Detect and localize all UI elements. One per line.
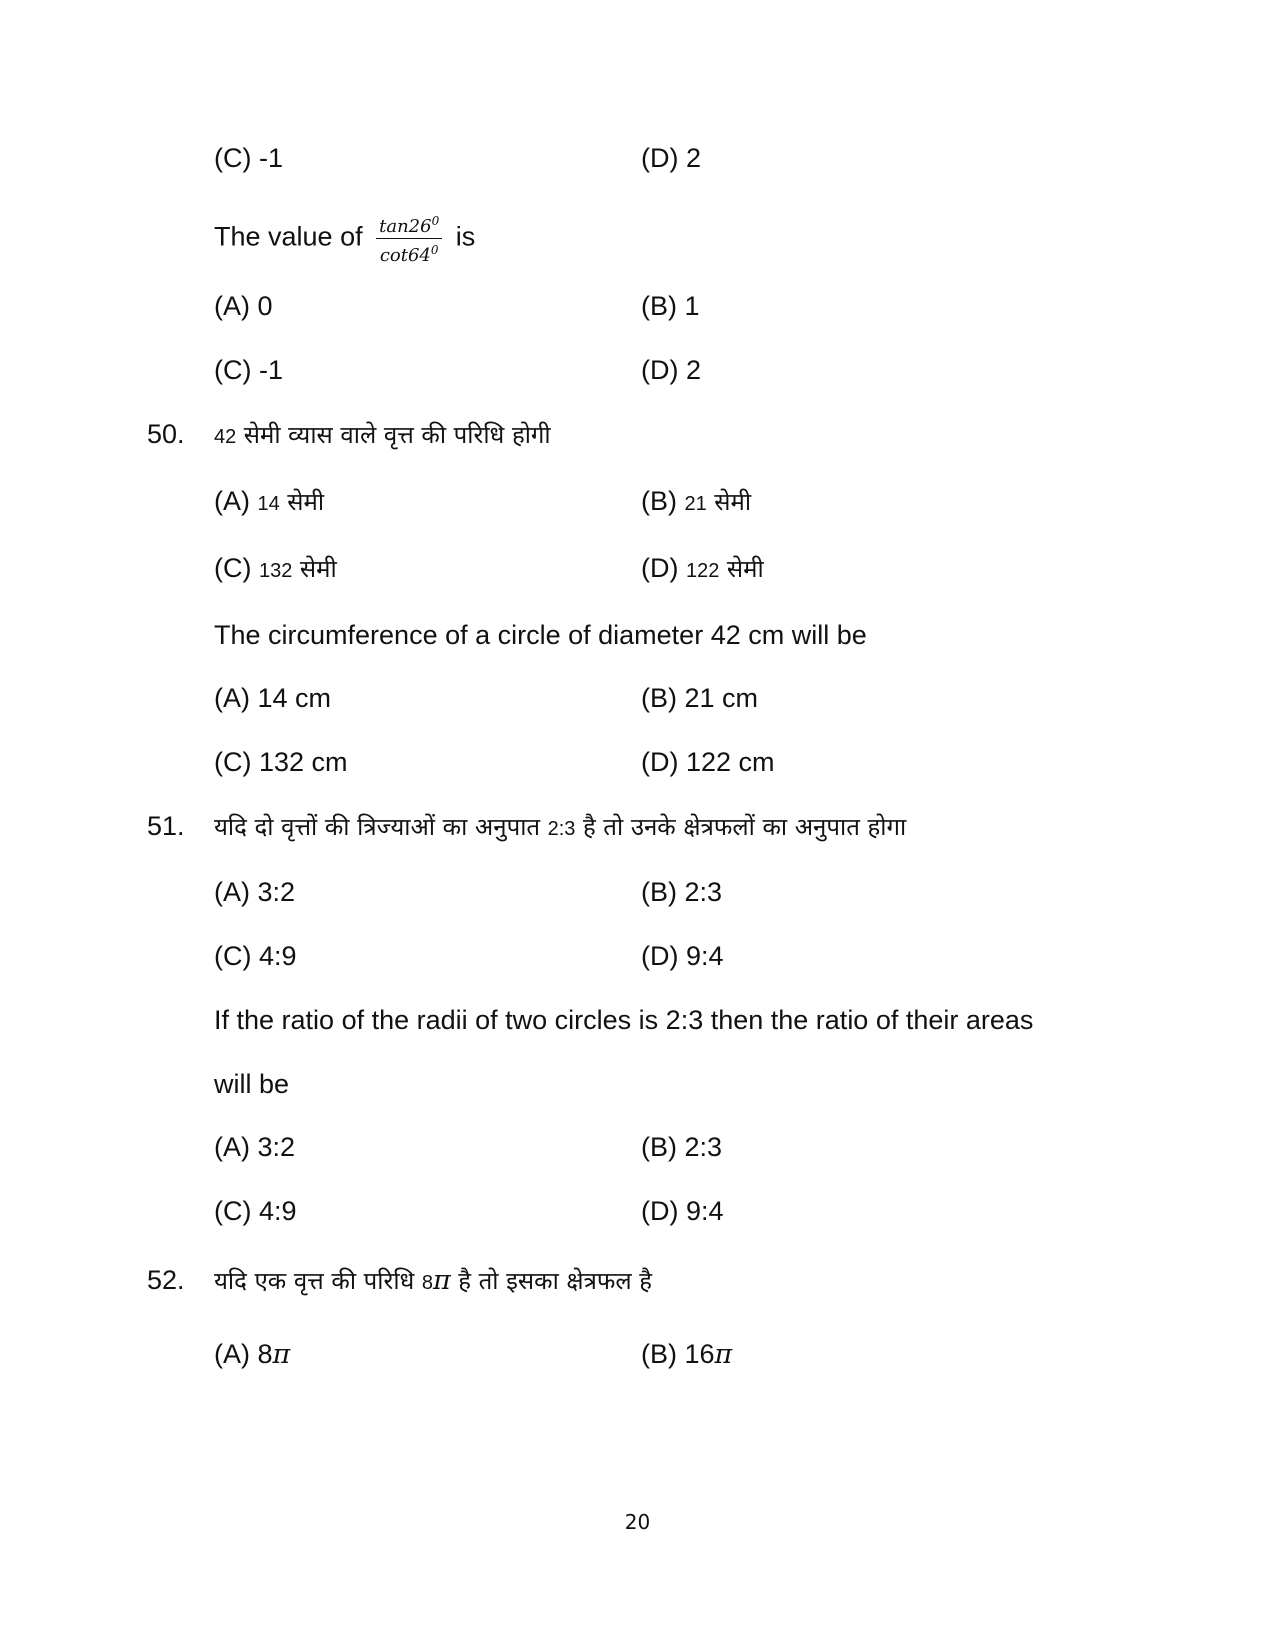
option-c-hindi: (C) 132 सेमी xyxy=(214,553,337,583)
question-50-hindi: 42 सेमी व्यास वाले वृत्त की परिधि होगी xyxy=(214,421,551,449)
option-b: (B) 16π xyxy=(641,1339,733,1370)
question-51-english-line1: If the ratio of the radii of two circles is 2:3 then the ratio of their areas xyxy=(214,1005,1034,1035)
fraction-numerator: $\tan 26^0$ xyxy=(376,210,442,239)
option-b-hindi: (B) 21 सेमी xyxy=(641,486,752,516)
option-d-hindi: (D) 122 सेमी xyxy=(641,553,764,583)
page-number: 20 xyxy=(624,1510,651,1534)
option-a: (A) 3:2 xyxy=(214,877,296,907)
option-d: (D) 2 xyxy=(641,143,701,173)
question-50-english: The circumference of a circle of diameter 42 cm will be xyxy=(214,620,867,650)
question-suffix: is xyxy=(455,221,476,252)
option-d: (D) 9:4 xyxy=(641,1196,724,1226)
fraction-denominator: $\cot 64^0$ xyxy=(379,243,439,266)
option-b: (B) 21 cm xyxy=(641,683,759,713)
question-51-hindi: यदि दो वृत्तों की त्रिज्याओं का अनुपात 2:3 है तो उनके क्षेत्रफलों का अनुपात होगा xyxy=(214,813,907,841)
option-c: (C) 4:9 xyxy=(214,1196,297,1226)
option-d: (D) 2 xyxy=(641,355,701,385)
fraction xyxy=(376,210,442,267)
option-b: (B) 2:3 xyxy=(641,877,723,907)
option-a: (A) 3:2 xyxy=(214,1132,296,1162)
question-52-hindi: यदि एक वृत्त की परिधि 8π है तो इसका क्षेत्रफल है xyxy=(214,1265,653,1296)
question-number: 52. xyxy=(147,1265,185,1295)
option-c: (C) -1 xyxy=(214,143,283,173)
option-b: (B) 1 xyxy=(641,291,700,321)
question-number: 50. xyxy=(147,419,185,449)
option-c: (C) 132 cm xyxy=(214,747,348,777)
option-a: (A) 8π xyxy=(214,1339,291,1370)
option-a-hindi: (A) 14 सेमी xyxy=(214,486,325,516)
question-49-english xyxy=(214,210,475,267)
option-d: (D) 122 cm xyxy=(641,747,775,777)
question-prefix: The value of xyxy=(214,221,363,252)
option-a: (A) 0 xyxy=(214,291,273,321)
question-number: 51. xyxy=(147,811,185,841)
option-c: (C) -1 xyxy=(214,355,283,385)
option-b: (B) 2:3 xyxy=(641,1132,723,1162)
option-c: (C) 4:9 xyxy=(214,941,297,971)
option-d: (D) 9:4 xyxy=(641,941,724,971)
question-51-english-line2: will be xyxy=(214,1069,290,1099)
option-a: (A) 14 cm xyxy=(214,683,332,713)
